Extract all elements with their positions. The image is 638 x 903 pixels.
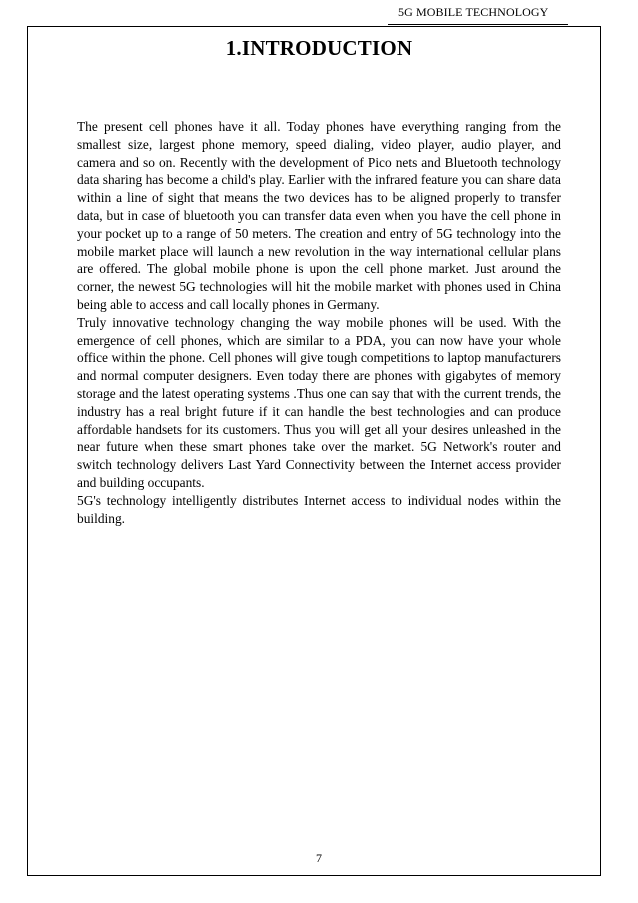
paragraph-2: Truly innovative technology changing the way mobile phones will be used. With the emergence of cell phones, which are similar to a PDA, you can now have your whole office within the phone. Cell phones will give tough competitions to laptop manufacturers and normal computer designers. Even today there are phones with gigabytes of memory storage and the latest operating systems .Thus one can say that with the current trends, the industry has a real bright future if it can handle the best technologies and can produce affordable handsets for its customers. Thus you will get all your desires unleashed in the near future when these smart phones take over the market. 5G Network's router and switch technology delivers Last Yard Connectivity between the Internet access provider and building occupants.: [77, 314, 561, 490]
body-text: [77, 118, 561, 527]
running-header: 5G MOBILE TECHNOLOGY: [398, 5, 549, 19]
header-rule: [388, 24, 568, 25]
paragraph-3: 5G's technology intelligently distributes Internet access to individual nodes within the building.: [77, 492, 561, 526]
section-title: 1.INTRODUCTION: [225, 36, 413, 60]
paragraph-1: The present cell phones have it all. Today phones have everything ranging from the smallest size, largest phone memory, speed dialing, video player, audio player, and camera and so on. Recently with the development of Pico nets and Bluetooth technology data sharing has become a child's play. Earlier with the infrared feature you can share data within a line of sight that means the two devices has to be aligned properly to transfer data, but in case of bluetooth you can transfer data even when you have the cell phone in your pocket up to a range of 50 meters. The creation and entry of 5G technology into the mobile market place will launch a new revolution in the way international cellular plans are offered. The global mobile phone is upon the cell phone market. Just around the corner, the newest 5G technologies will hit the mobile market with phones used in China being able to access and call locally phones in Germany.: [77, 119, 561, 312]
page-number: 7: [316, 851, 322, 865]
